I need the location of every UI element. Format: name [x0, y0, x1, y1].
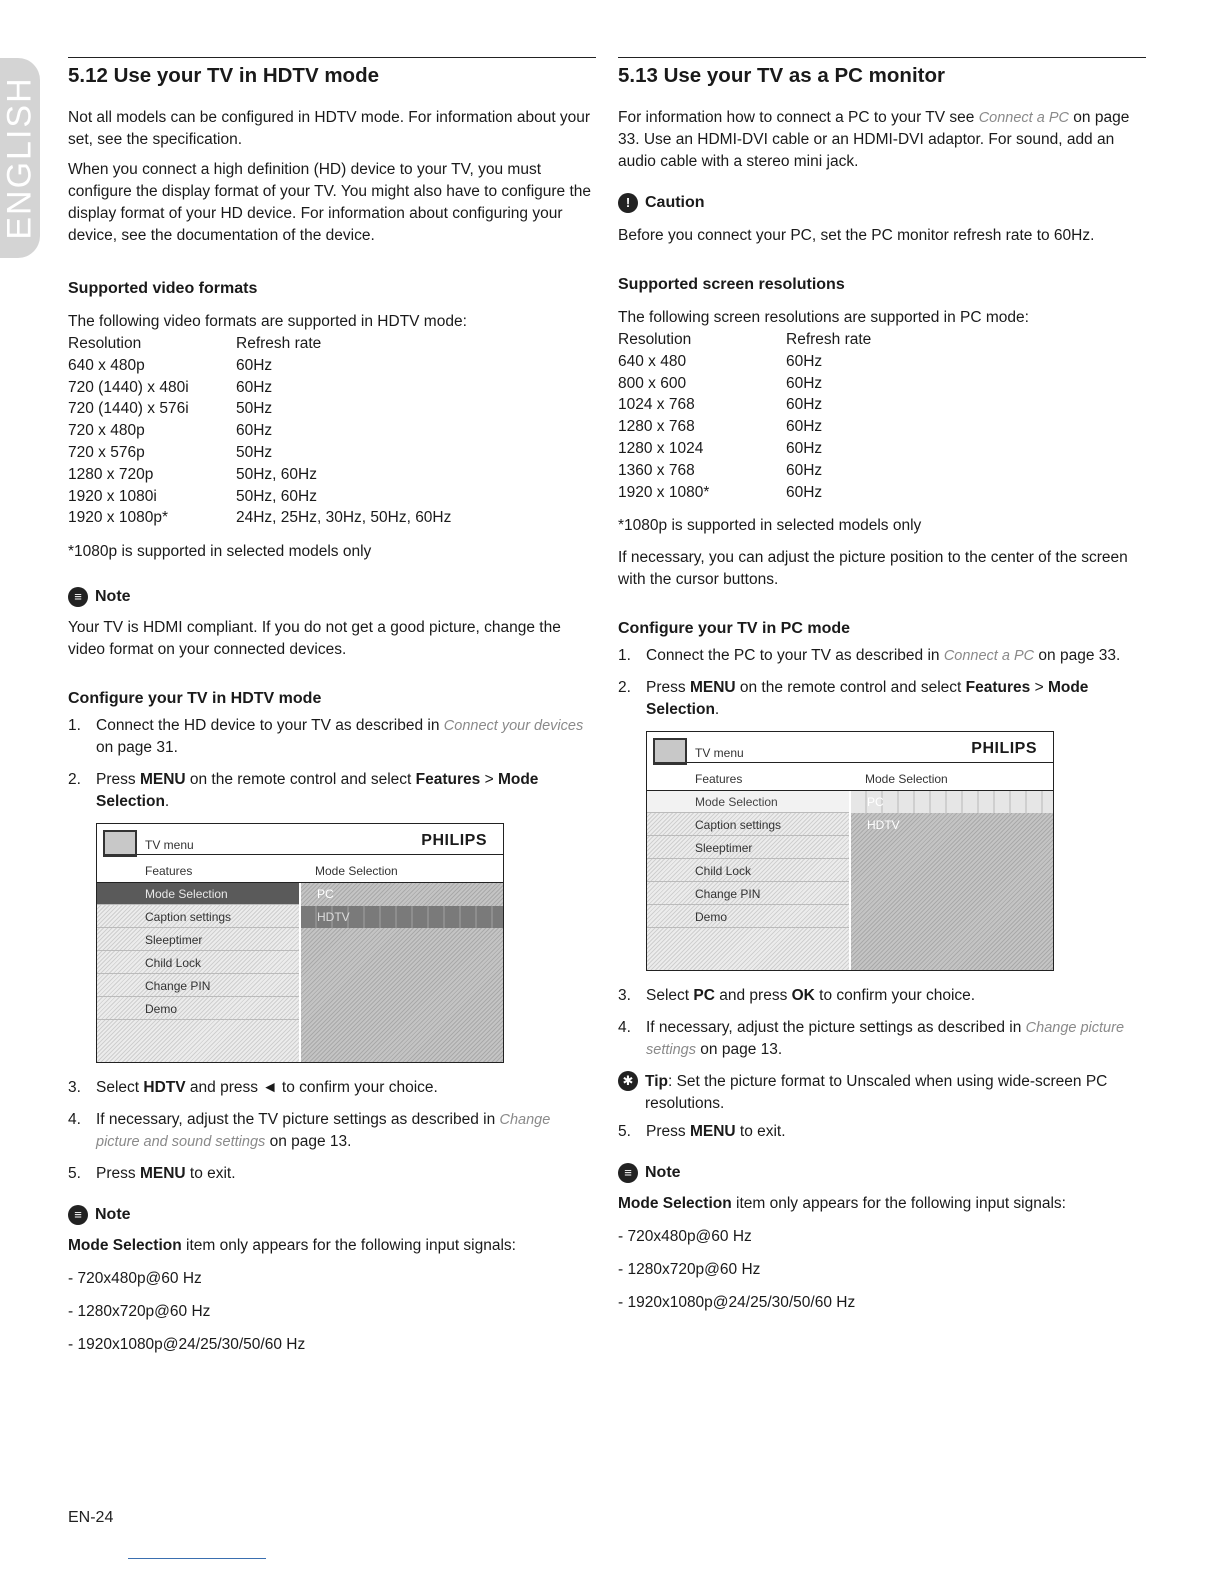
cell-rate: 60Hz — [786, 483, 823, 501]
cross-reference: Change picture and sound settings — [96, 1112, 551, 1151]
cell-rate: 60Hz — [786, 396, 823, 414]
menu-item: Sleeptimer — [647, 837, 849, 859]
step-text — [96, 1163, 236, 1185]
note-label: Note — [95, 588, 131, 606]
cross-reference: Connect a PC — [978, 110, 1069, 126]
text: item only appears for the following input signals: — [731, 1195, 1066, 1213]
text: Connect the PC to your TV as described in — [646, 647, 944, 665]
brand-logo: PHILIPS — [421, 832, 487, 850]
menu-col-right: Mode Selection — [865, 772, 948, 787]
text: For information how to connect a PC to your TV see — [618, 109, 979, 126]
table-row — [68, 398, 596, 420]
menu-mode-selection: Mode Selection — [96, 771, 539, 811]
table-row — [618, 438, 1146, 460]
step-number: 4. — [68, 1111, 81, 1129]
menu-col-left: Features — [695, 772, 743, 787]
note-callout — [618, 1161, 1146, 1185]
text: . — [714, 701, 720, 719]
text: to exit. — [735, 1123, 786, 1141]
menu-item: Sleeptimer — [97, 929, 299, 951]
menu-item: Mode Selection — [647, 791, 849, 813]
steps-list — [618, 985, 1146, 1061]
table-row — [618, 460, 1146, 482]
steps-list — [618, 645, 1146, 721]
cell-rate: 60Hz — [786, 352, 823, 370]
list-item: - 1920x1080p@24/25/30/50/60 Hz — [68, 1336, 306, 1354]
step-number: 2. — [68, 771, 81, 789]
step-number: 3. — [618, 987, 631, 1005]
text: item only appears for the following input signals: — [181, 1237, 516, 1255]
note-icon: ≡ — [618, 1163, 638, 1183]
step-number: 5. — [618, 1123, 631, 1141]
caution-callout — [618, 191, 1146, 215]
formats-intro: The following video formats are supported in HDTV mode: — [68, 313, 467, 330]
cross-reference: Connect your devices — [443, 718, 584, 735]
tv-menu-screenshot-pc — [646, 731, 1054, 971]
steps-list — [618, 1121, 1146, 1143]
step-text — [646, 677, 1146, 721]
tv-menu-screenshot-hdtv — [96, 823, 504, 1063]
text: . — [164, 793, 170, 811]
cell-res: 720 x 576p — [68, 443, 145, 461]
cell-res: 640 x 480 — [618, 352, 687, 370]
resolutions-intro: The following screen resolutions are supported in PC mode: — [618, 309, 1029, 326]
text: Press — [96, 771, 140, 789]
step-text — [646, 985, 975, 1007]
tv-icon — [103, 830, 137, 857]
section-title: 5.13 Use your TV as a PC monitor — [618, 64, 945, 87]
divider — [687, 762, 1053, 763]
footnote: *1080p is supported in selected models only — [618, 517, 922, 535]
col-resolution: Resolution — [618, 331, 692, 348]
option-hdtv: HDTV — [143, 1079, 186, 1097]
table-row — [618, 373, 1146, 395]
cell-rate: 50Hz, 60Hz — [236, 487, 317, 505]
text: on page 13. — [265, 1133, 352, 1151]
col-resolution: Resolution — [68, 335, 142, 352]
cell-rate: 60Hz — [236, 378, 273, 396]
cell-rate: 50Hz — [236, 443, 273, 461]
resolutions-heading: Supported screen resolutions — [618, 276, 845, 293]
tip-label: Tip — [645, 1073, 668, 1091]
cell-rate: 50Hz — [236, 400, 273, 418]
text: on the remote control and select — [735, 679, 966, 697]
list-item: - 1280x720p@60 Hz — [68, 1303, 211, 1321]
option-pc: PC — [693, 987, 715, 1005]
adjust-paragraph: If necessary, you can adjust the picture position to the center of the screen with the cursor buttons. — [618, 549, 1128, 589]
note-label: Note — [95, 1206, 131, 1224]
table-row — [618, 482, 1146, 504]
list-item — [618, 645, 1146, 667]
section-pc-monitor — [618, 57, 1146, 1314]
step-text — [96, 1109, 596, 1153]
text: Press — [646, 679, 690, 697]
page-number: EN-24 — [68, 1509, 114, 1526]
intro-paragraph — [618, 107, 1146, 173]
text: to exit. — [185, 1165, 236, 1183]
section-rule — [68, 57, 596, 58]
list-item — [618, 1121, 1146, 1143]
step-text — [646, 645, 1120, 667]
tip-icon: ✱ — [618, 1071, 638, 1091]
tip-callout — [618, 1071, 1146, 1115]
note-text: Your TV is HDMI compliant. If you do not get a good picture, change the video format on your connected devices. — [68, 619, 561, 659]
note-text — [618, 1193, 1146, 1215]
footer-rule — [128, 1558, 266, 1559]
note-icon: ≡ — [68, 587, 88, 607]
intro-paragraph: Not all models can be configured in HDTV mode. For information about your set, see the specification. — [68, 109, 591, 148]
text: If necessary, adjust the TV picture settings as described in — [96, 1111, 500, 1129]
cell-res: 1280 x 768 — [618, 418, 695, 436]
menu-title: TV menu — [145, 838, 194, 853]
list-item — [618, 677, 1146, 721]
key-menu: MENU — [689, 679, 736, 697]
cell-res: 1920 x 1080i — [68, 487, 157, 505]
list-item — [68, 715, 596, 759]
menu-item: Demo — [647, 906, 849, 928]
col-refresh: Refresh rate — [786, 331, 872, 348]
text: : Set the picture format to Unscaled when using wide-screen PC resolutions. — [645, 1073, 1108, 1113]
menu-col-right: Mode Selection — [315, 864, 398, 879]
menu-option: HDTV — [867, 818, 900, 833]
text: If necessary, adjust the picture settings as described in — [646, 1019, 1026, 1037]
text: and press — [714, 987, 792, 1005]
text: Press — [646, 1123, 690, 1141]
menu-item: Caption settings — [97, 906, 299, 928]
step-text — [96, 715, 596, 759]
screen-resolutions-table — [618, 329, 1146, 503]
table-row — [618, 351, 1146, 373]
key-ok: OK — [791, 987, 815, 1005]
cell-res: 1280 x 720p — [68, 465, 154, 483]
text: Press — [96, 1165, 140, 1183]
menu-title: TV menu — [695, 746, 744, 761]
caution-text: Before you connect your PC, set the PC monitor refresh rate to 60Hz. — [618, 227, 1095, 244]
cross-reference: Connect a PC — [943, 648, 1035, 665]
note-icon: ≡ — [68, 1205, 88, 1225]
table-row — [68, 442, 596, 464]
text: Select — [96, 1079, 144, 1097]
table-row — [68, 420, 596, 442]
list-item — [618, 1017, 1146, 1061]
step-number: 2. — [618, 679, 631, 697]
note-bold: Mode Selection — [68, 1237, 182, 1255]
text: on page 33. — [1034, 647, 1121, 665]
text: on page 13. — [695, 1041, 783, 1059]
cell-res: 1920 x 1080* — [618, 483, 710, 501]
note-label: Note — [645, 1164, 681, 1182]
cell-rate: 60Hz — [786, 418, 823, 436]
text: Select — [646, 987, 694, 1005]
text: and press ◄ to confirm your choice. — [185, 1079, 438, 1097]
menu-mode-selection: Mode Selection — [646, 679, 1089, 719]
text: on the remote control and select — [185, 771, 416, 789]
list-item — [68, 1109, 596, 1153]
note-callout — [68, 585, 596, 609]
menu-item: Child Lock — [97, 952, 299, 974]
menu-item: Change PIN — [647, 883, 849, 905]
menu-option: PC — [317, 887, 334, 902]
caution-icon: ! — [618, 193, 638, 213]
list-item — [68, 1077, 596, 1099]
text: to confirm your choice. — [814, 987, 976, 1005]
step-text — [646, 1121, 786, 1143]
list-item — [68, 1163, 596, 1185]
menu-option: PC — [851, 791, 1053, 813]
tv-icon — [653, 738, 687, 765]
text: Connect the HD device to your TV as described in — [96, 717, 444, 735]
menu-item: Demo — [97, 998, 299, 1020]
section-rule — [618, 57, 1146, 58]
list-item: - 720x480p@60 Hz — [68, 1270, 202, 1288]
menu-col-left: Features — [145, 864, 193, 879]
divider — [137, 854, 503, 855]
table-row — [68, 377, 596, 399]
language-tab — [0, 58, 40, 258]
configure-heading: Configure your TV in HDTV mode — [68, 690, 322, 708]
cell-res: 800 x 600 — [618, 374, 687, 392]
list-item: - 720x480p@60 Hz — [618, 1228, 752, 1246]
tip-text — [645, 1071, 1146, 1115]
brand-logo: PHILIPS — [971, 740, 1037, 758]
list-item — [68, 769, 596, 813]
configure-heading: Configure your TV in PC mode — [618, 620, 851, 638]
cell-rate: 60Hz — [236, 356, 273, 374]
note-text — [68, 1235, 596, 1257]
cell-res: 640 x 480p — [68, 356, 145, 374]
menu-item: Mode Selection — [97, 883, 299, 905]
col-refresh: Refresh rate — [236, 335, 322, 352]
step-text — [96, 769, 596, 813]
cell-res: 720 (1440) x 480i — [68, 378, 189, 396]
steps-list — [68, 715, 596, 813]
caution-label: Caution — [645, 194, 705, 211]
table-row — [68, 507, 596, 529]
footnote: *1080p is supported in selected models only — [68, 543, 372, 561]
step-text — [646, 1017, 1146, 1061]
text: > — [1030, 679, 1048, 697]
menu-features: Features — [965, 679, 1031, 697]
menu-features: Features — [415, 771, 481, 789]
note-bold: Mode Selection — [618, 1195, 732, 1213]
intro-paragraph: When you connect a high definition (HD) device to your TV, you must configure the display format of your TV. You might also have to configure the display format of your HD device. For information about configuring your device, see the documentation of the device. — [68, 161, 592, 244]
table-row — [68, 355, 596, 377]
menu-item: Child Lock — [647, 860, 849, 882]
key-menu: MENU — [689, 1123, 736, 1141]
key-menu: MENU — [139, 1165, 186, 1183]
step-number: 1. — [68, 717, 81, 735]
cell-res: 1360 x 768 — [618, 461, 695, 479]
step-number: 3. — [68, 1079, 81, 1097]
language-tab-label: ENGLISH — [0, 76, 39, 240]
table-row — [618, 416, 1146, 438]
video-formats-table — [68, 333, 596, 529]
note-callout — [68, 1203, 596, 1227]
cell-rate: 60Hz — [236, 422, 273, 440]
list-item: - 1920x1080p@24/25/30/50/60 Hz — [618, 1294, 856, 1312]
section-title: 5.12 Use your TV in HDTV mode — [68, 64, 379, 87]
formats-heading: Supported video formats — [68, 280, 258, 297]
cell-res: 720 (1440) x 576i — [68, 400, 189, 418]
text: on page 31. — [96, 739, 178, 757]
table-row — [68, 464, 596, 486]
cell-rate: 60Hz — [786, 461, 823, 479]
cross-reference: Change picture settings — [646, 1020, 1125, 1059]
cell-res: 1024 x 768 — [618, 396, 695, 414]
steps-list — [68, 1077, 596, 1185]
text: on page 33. Use an HDMI-DVI cable or an HDMI-DVI adaptor. For sound, add an audio cable with a stereo mini jack. — [618, 109, 1130, 170]
table-row — [68, 486, 596, 508]
cell-rate: 60Hz — [786, 439, 823, 457]
step-text — [96, 1077, 438, 1099]
text: > — [480, 771, 498, 789]
step-number: 1. — [618, 647, 631, 665]
step-number: 4. — [618, 1019, 631, 1037]
cell-res: 1280 x 1024 — [618, 439, 704, 457]
table-row — [618, 394, 1146, 416]
menu-option: HDTV — [301, 906, 503, 928]
cell-res: 720 x 480p — [68, 422, 145, 440]
cell-rate: 50Hz, 60Hz — [236, 465, 317, 483]
cell-res: 1920 x 1080p* — [68, 509, 168, 527]
cell-rate: 60Hz — [786, 374, 823, 392]
step-number: 5. — [68, 1165, 81, 1183]
table-header — [618, 329, 1146, 351]
menu-item: Caption settings — [647, 814, 849, 836]
list-item: - 1280x720p@60 Hz — [618, 1261, 761, 1279]
table-header — [68, 333, 596, 355]
key-menu: MENU — [139, 771, 186, 789]
section-hdtv — [68, 57, 596, 1356]
list-item — [618, 985, 1146, 1007]
menu-item: Change PIN — [97, 975, 299, 997]
cell-rate: 24Hz, 25Hz, 30Hz, 50Hz, 60Hz — [236, 509, 452, 527]
